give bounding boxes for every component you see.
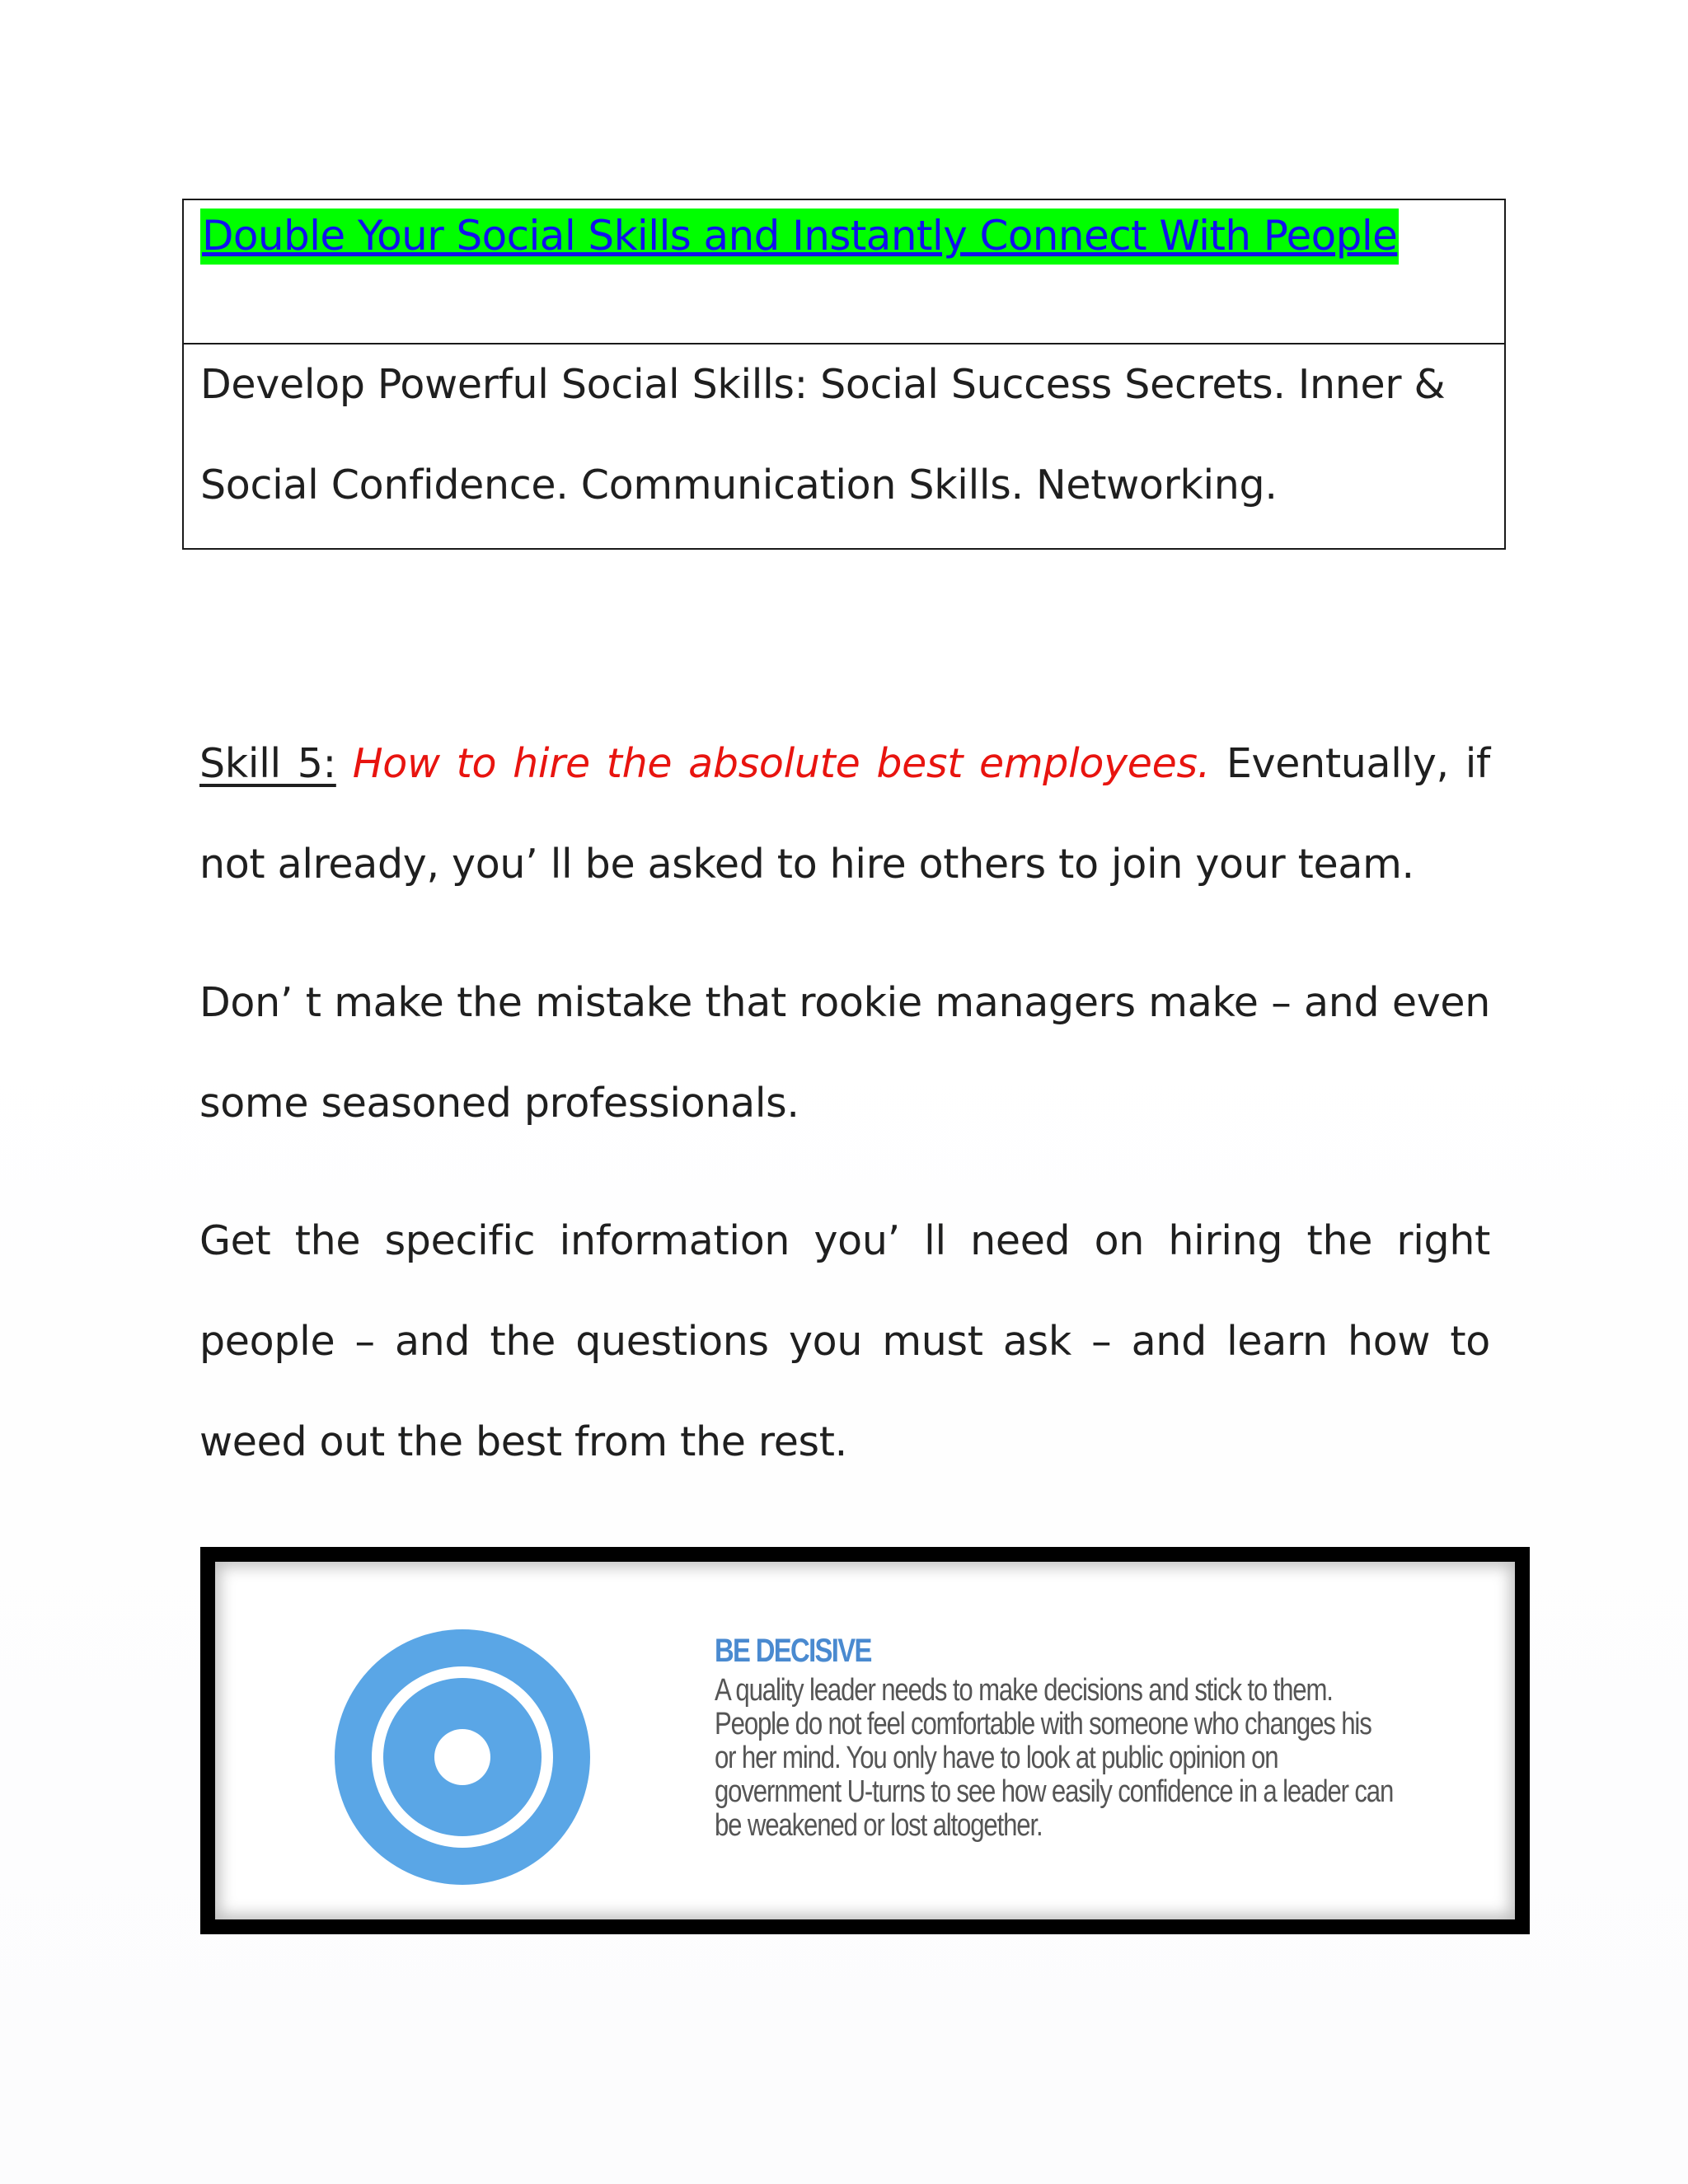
paragraph-text: Eventually, if not already, you’ ll be asked to hire others to join your team. — [199, 740, 1490, 888]
image-card — [210, 1557, 1520, 1924]
card-text — [715, 1673, 1394, 1843]
card-text-line: or her mind. You only have to look at public opinion on — [715, 1741, 1278, 1775]
card-text-line: government U-turns to see how easily confidence in a leader can — [715, 1774, 1394, 1809]
card-title: BE DECISIVE — [715, 1633, 871, 1669]
header-subtitle: Develop Powerful Social Skills: Social Success Secrets. Inner & Social Confidence. Communication Skills. Networking. — [200, 361, 1446, 509]
skill-label: Skill 5: — [199, 740, 336, 787]
header-title-cell — [184, 200, 1504, 344]
paragraph-skill-5 — [199, 714, 1490, 915]
card-text-line: A quality leader needs to make decisions and stick to them. — [715, 1673, 1333, 1708]
paragraph-information: Get the specific information you’ ll need on hiring the right people – and the questions you must ask – and learn how to weed out the best from the rest. — [199, 1217, 1490, 1465]
header-box — [182, 199, 1506, 550]
paragraph-mistake: Don’ t make the mistake that rookie managers make – and even some seasoned professionals. — [199, 979, 1490, 1127]
title-link[interactable]: Double Your Social Skills and Instantly Connect With People — [200, 209, 1399, 265]
card-text-line: be weakened or lost altogether. — [715, 1808, 1043, 1843]
target-icon — [335, 1629, 590, 1885]
image-frame — [200, 1547, 1530, 1934]
skill-heading: How to hire the absolute best employees. — [352, 740, 1210, 787]
card-text-line: People do not feel comfortable with someone who changes his — [715, 1707, 1372, 1741]
